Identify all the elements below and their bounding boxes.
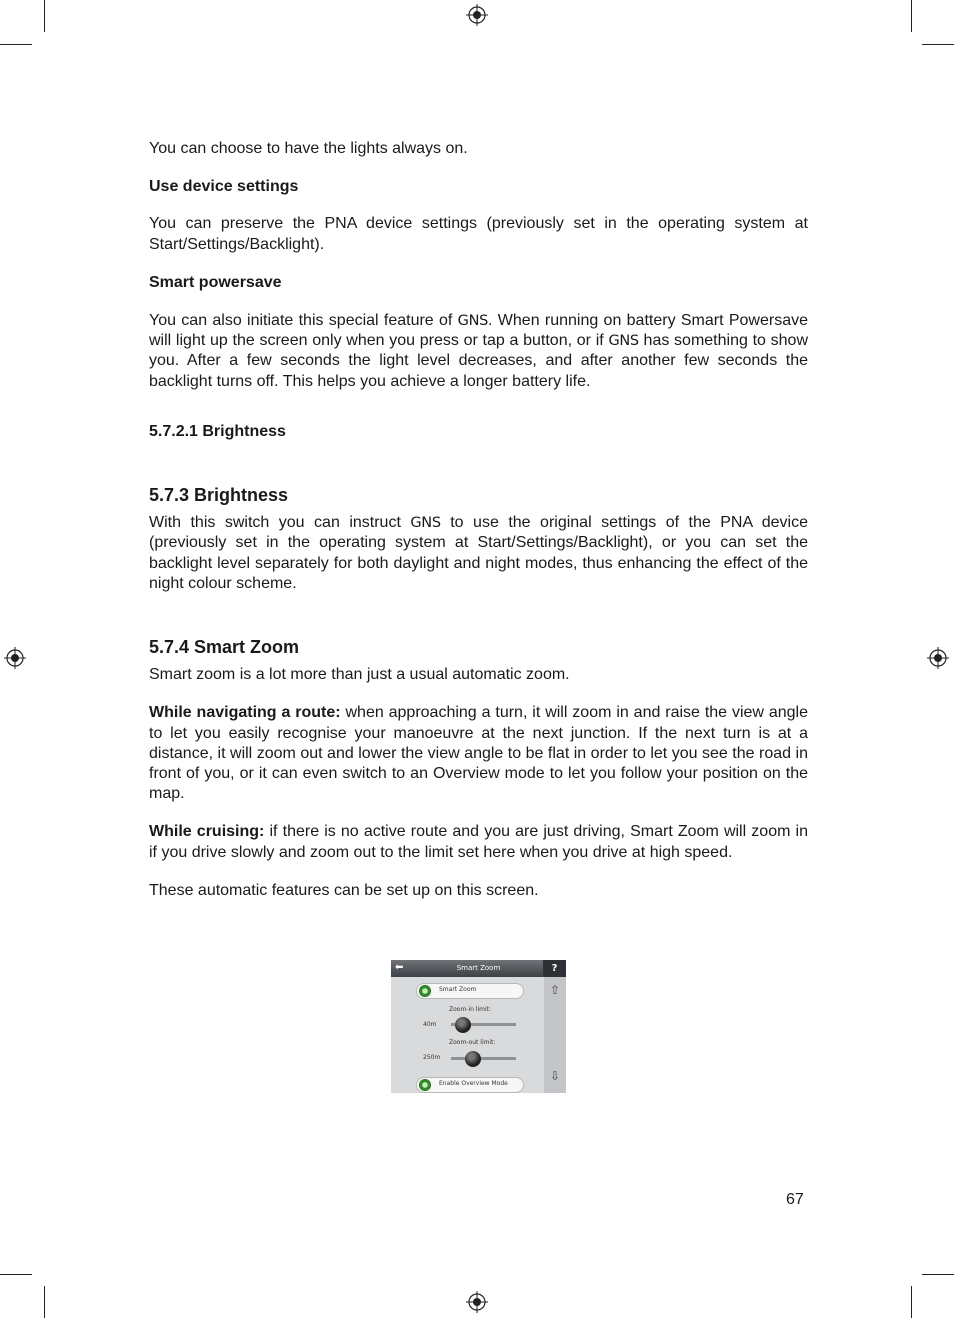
paragraph: Smart zoom is a lot more than just a usual automatic zoom. (149, 666, 570, 684)
toggle-on-icon (419, 985, 431, 997)
product-name: GNS (410, 515, 441, 532)
paragraph: You can choose to have the lights always on. (149, 140, 468, 157)
registration-mark-icon (927, 647, 949, 669)
zoom-out-slider[interactable] (451, 1057, 516, 1060)
page-body (149, 139, 808, 901)
toggle-label: Enable Overview Mode (439, 1080, 508, 1087)
product-name: GNS (457, 313, 489, 330)
product-name: GNS (608, 333, 639, 350)
paragraph: You can preserve the PNA device settings (previously set in the operating system at Start/Settings/Backlight). (149, 215, 808, 253)
text-run: You can also initiate this special feature of (149, 312, 458, 330)
zoom-in-value: 40m (423, 1021, 437, 1028)
registration-mark-icon (466, 1291, 488, 1313)
page-number: 67 (786, 1191, 804, 1208)
zoom-out-value: 250m (423, 1054, 441, 1061)
registration-mark-icon (466, 4, 488, 26)
heading-5-7-2-1: 5.7.2.1 Brightness (149, 422, 286, 440)
heading-5-7-3: 5.7.3 Brightness (149, 485, 289, 506)
scroll-up-icon[interactable]: ⇧ (549, 983, 561, 997)
subheading-smart-powersave: Smart powersave (149, 273, 282, 291)
subheading-use-device-settings: Use device settings (149, 178, 299, 196)
text-run: when approaching a turn, it will zoom in and raise the view angle to let you easily recognise your manoeuvre at the next junction. If the next turn is at a distance, it will zoom out and lower the view angle to be flat in order to let you see the road in front of you, or it can even switch to an Overview mode to let you follow your position on the map. (149, 704, 809, 803)
text-run: With this switch you can instruct (149, 514, 411, 532)
zoom-out-label: Zoom-out limit: (449, 1039, 496, 1046)
text-run: has something to show you. After a few seconds the light level decreases, and after another few seconds the backlight turns off. This helps you achieve a longer battery life. (149, 332, 809, 390)
toggle-on-icon (419, 1079, 431, 1091)
crop-mark (0, 44, 32, 45)
paragraph (149, 311, 808, 392)
scroll-down-icon[interactable]: ⇩ (549, 1069, 561, 1083)
paragraph (149, 513, 808, 594)
paragraph: These automatic features can be set up on this screen. (149, 881, 539, 899)
lead-in: While navigating a route: (149, 704, 341, 722)
smart-zoom-toggle[interactable] (416, 983, 524, 999)
title-bar (391, 960, 566, 977)
text-run: . When running on battery Smart Powersave will light up the screen only when you press or tap a button, or if (149, 312, 808, 350)
paragraph (149, 822, 808, 862)
overview-mode-toggle[interactable] (416, 1077, 524, 1093)
zoom-in-label: Zoom-in limit: (449, 1006, 492, 1013)
toggle-label: Smart Zoom (439, 986, 477, 993)
heading-5-7-4: 5.7.4 Smart Zoom (149, 637, 300, 658)
crop-mark (922, 1274, 954, 1275)
registration-mark-icon (4, 647, 26, 669)
zoom-in-slider-handle[interactable] (455, 1017, 471, 1033)
text-run: if there is no active route and you are just driving, Smart Zoom will zoom in if you drive slowly and zoom out to the limit set here when you drive at high speed. (149, 823, 809, 861)
crop-mark (922, 44, 954, 45)
zoom-out-slider-handle[interactable] (465, 1051, 481, 1067)
text-run: to use the original settings of the PNA device (previously set in the operating system at Start/Settings/Backlight), or you can set the backlight level separately for both daylight and night modes, thus enhancing the effect of the night colour scheme. (149, 514, 809, 592)
crop-mark (911, 1286, 912, 1318)
paragraph (149, 703, 808, 804)
crop-mark (0, 1274, 32, 1275)
lead-in: While cruising: (149, 823, 265, 841)
back-arrow-icon[interactable]: ⬅ (395, 962, 404, 973)
smart-zoom-screenshot (391, 960, 566, 1093)
screen-title: Smart Zoom (456, 964, 501, 972)
crop-mark (44, 1286, 45, 1318)
scroll-bar[interactable] (544, 977, 566, 1093)
help-button[interactable]: ? (543, 960, 566, 977)
crop-mark (44, 0, 45, 32)
crop-mark (911, 0, 912, 32)
